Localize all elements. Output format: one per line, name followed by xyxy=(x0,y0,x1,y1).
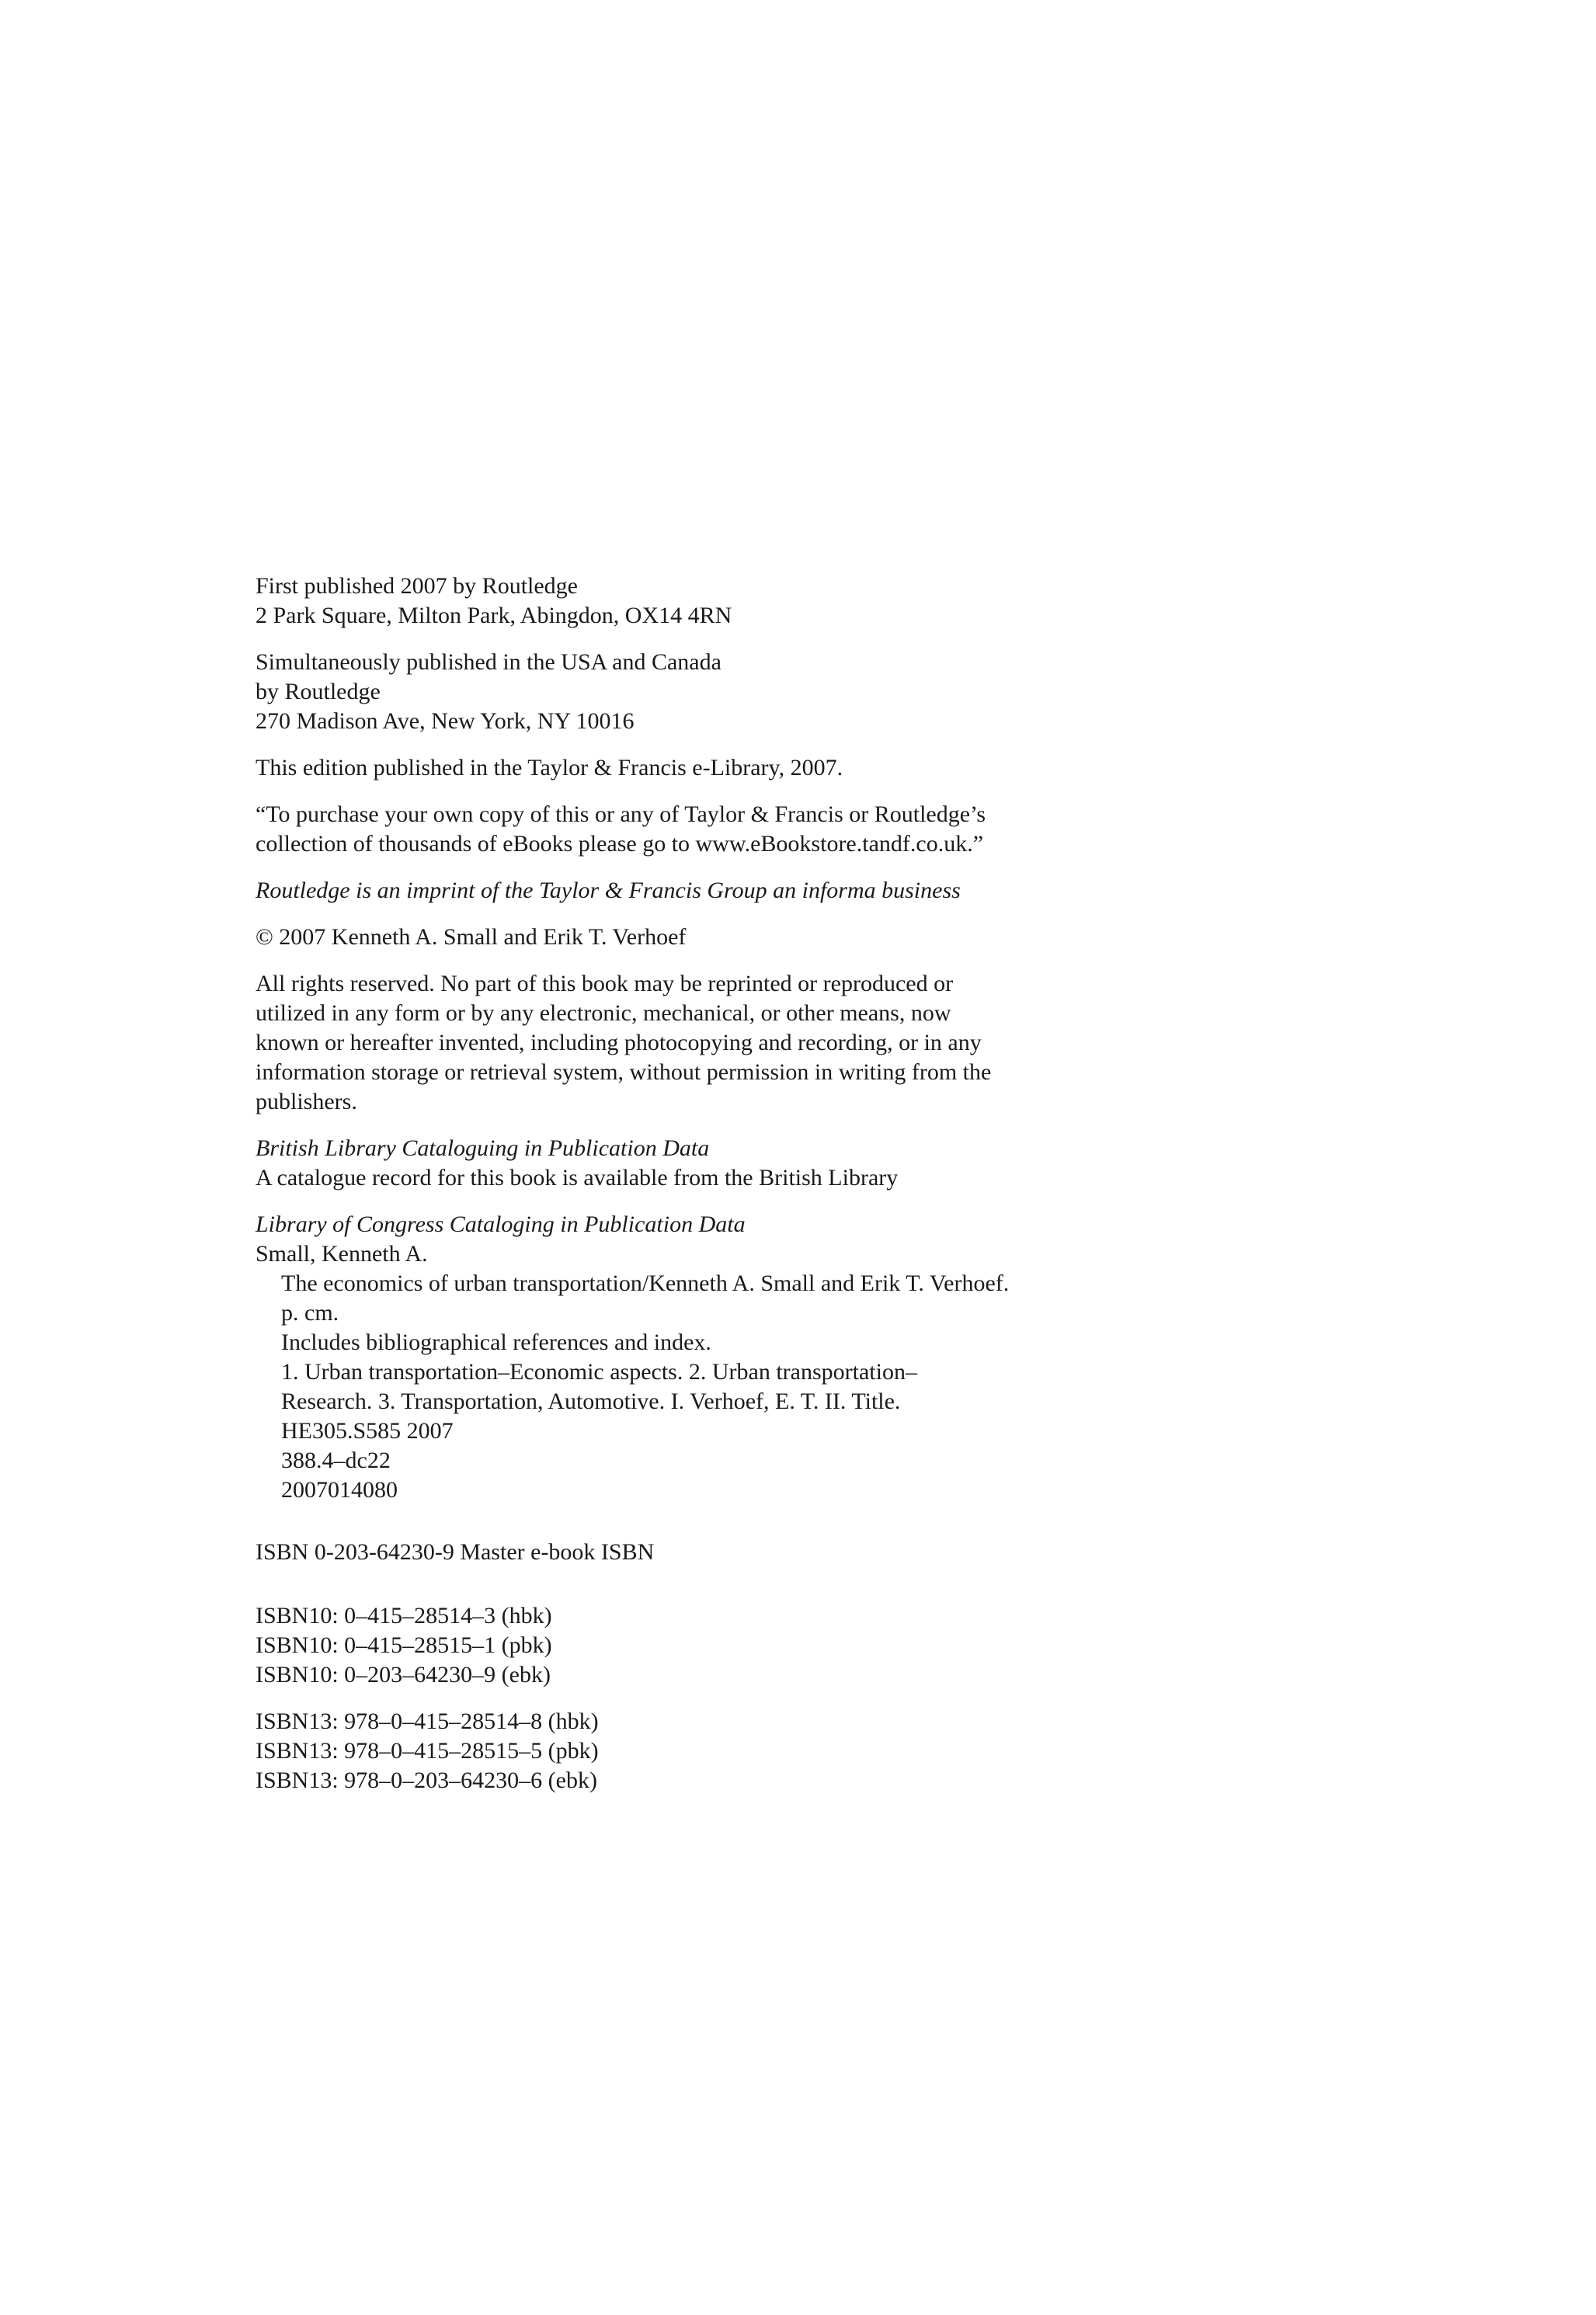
imprint-line: Routledge is an imprint of the Taylor & Francis Group an informa business xyxy=(256,878,961,903)
spacer xyxy=(256,1690,1366,1707)
purchase-line-2: collection of thousands of eBooks please go to www.eBookstore.tandf.co.uk.” xyxy=(256,831,984,857)
loc-author: Small, Kenneth A. xyxy=(256,1241,428,1267)
loc-line: 388.4–dc22 xyxy=(281,1448,391,1473)
spacer xyxy=(256,736,1366,753)
loc-line: 2007014080 xyxy=(281,1477,398,1503)
isbn10-item: ISBN10: 0–415–28515–1 (pbk) xyxy=(256,1632,552,1658)
isbn-master: ISBN 0-203-64230-9 Master e-book ISBN xyxy=(256,1539,655,1565)
rights-line: information storage or retrieval system, without permission in writing from the xyxy=(256,1059,992,1085)
spacer xyxy=(256,859,1366,876)
loc-line: The economics of urban transportation/Kenneth A. Small and Erik T. Verhoef. xyxy=(281,1270,1010,1296)
isbn13-list xyxy=(256,1707,1366,1795)
isbn13-item: ISBN13: 978–0–415–28514–8 (hbk) xyxy=(256,1708,599,1734)
loc-entry xyxy=(256,1269,1366,1505)
rights-line: publishers. xyxy=(256,1089,357,1114)
rights-line: All rights reserved. No part of this book may be reprinted or reproduced or xyxy=(256,971,954,996)
british-library-text: A catalogue record for this book is available from the British Library xyxy=(256,1165,899,1191)
rights-paragraph xyxy=(256,969,1366,1117)
spacer xyxy=(256,1505,1366,1538)
isbn10-list xyxy=(256,1601,1366,1690)
spacer xyxy=(256,1117,1366,1134)
copyright-text-block xyxy=(256,572,1366,1795)
loc-line: Includes bibliographical references and index. xyxy=(281,1330,711,1355)
isbn10-item: ISBN10: 0–415–28514–3 (hbk) xyxy=(256,1603,552,1628)
loc-heading: Library of Congress Cataloging in Publication Data xyxy=(256,1211,746,1237)
edition-line: This edition published in the Taylor & Francis e-Library, 2007. xyxy=(256,755,843,780)
uk-address-line: 2 Park Square, Milton Park, Abingdon, OX14 4RN xyxy=(256,603,732,628)
loc-line: HE305.S585 2007 xyxy=(281,1418,454,1444)
rights-line: known or hereafter invented, including photocopying and recording, or in any xyxy=(256,1030,982,1055)
loc-line: p. cm. xyxy=(281,1300,339,1326)
rights-line: utilized in any form or by any electronic, mechanical, or other means, now xyxy=(256,1000,951,1026)
spacer xyxy=(256,905,1366,923)
isbn13-item: ISBN13: 978–0–203–64230–6 (ebk) xyxy=(256,1768,597,1793)
spacer xyxy=(256,1193,1366,1210)
copyright-line: © 2007 Kenneth A. Small and Erik T. Verhoef xyxy=(256,924,687,950)
simultaneous-line: Simultaneously published in the USA and Canada xyxy=(256,649,722,675)
first-published-line: First published 2007 by Routledge xyxy=(256,573,578,599)
loc-line: Research. 3. Transportation, Automotive. I. Verhoef, E. T. II. Title. xyxy=(281,1389,901,1414)
by-routledge-line: by Routledge xyxy=(256,679,381,704)
us-address-line: 270 Madison Ave, New York, NY 10016 xyxy=(256,708,635,734)
purchase-line-1: “To purchase your own copy of this or any of Taylor & Francis or Routledge’s xyxy=(256,801,986,827)
spacer xyxy=(256,631,1366,648)
spacer xyxy=(256,1567,1366,1601)
isbn10-item: ISBN10: 0–203–64230–9 (ebk) xyxy=(256,1662,551,1688)
spacer xyxy=(256,952,1366,969)
british-library-heading: British Library Cataloguing in Publication Data xyxy=(256,1135,710,1161)
isbn13-item: ISBN13: 978–0–415–28515–5 (pbk) xyxy=(256,1738,599,1764)
spacer xyxy=(256,783,1366,800)
loc-line: 1. Urban transportation–Economic aspects. 2. Urban transportation– xyxy=(281,1359,917,1385)
